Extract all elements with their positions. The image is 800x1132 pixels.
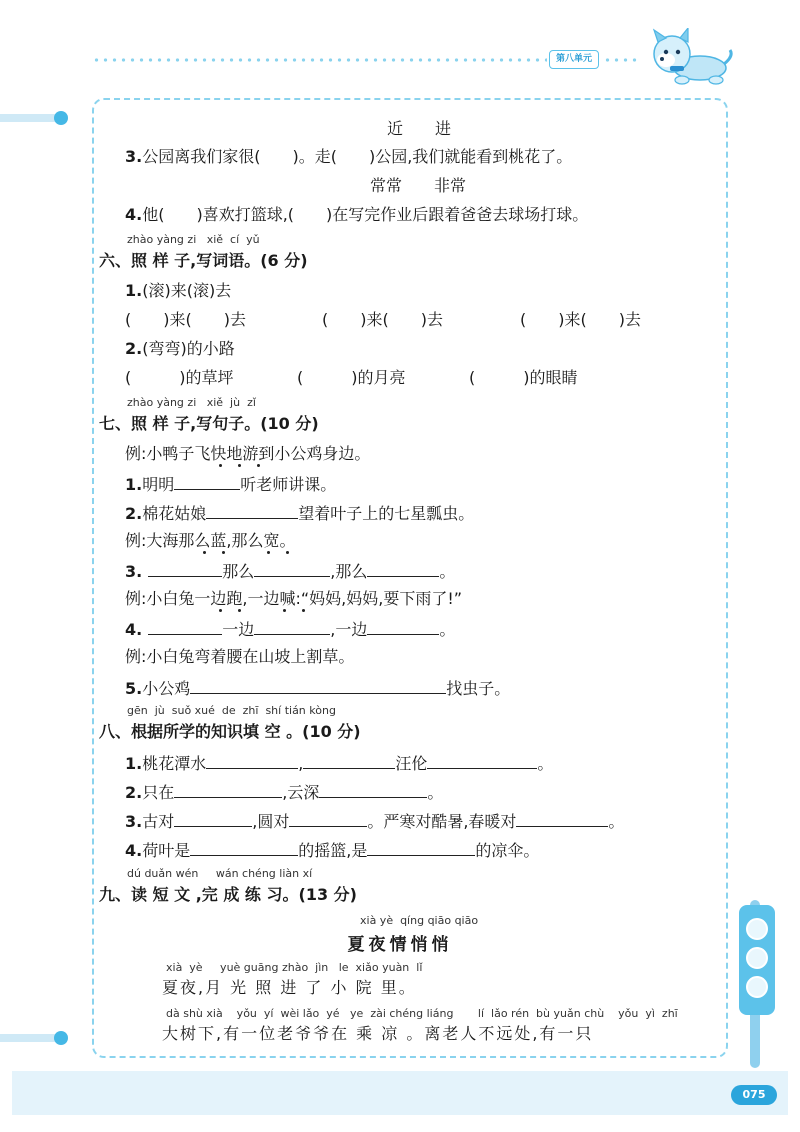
q-text: 古对 xyxy=(142,812,175,831)
q-text: (弯弯)的小路 xyxy=(142,339,235,358)
answer-blank[interactable] xyxy=(254,617,330,635)
word-choice-b: 常常 非常 xyxy=(370,176,467,195)
answer-blank[interactable] xyxy=(190,838,298,856)
q-text: 。 xyxy=(439,620,456,639)
answer-blank[interactable] xyxy=(303,751,395,769)
passage-line-2: 大树下,有一位老爷爷在 乘 凉 。离老人不远处,有一只 xyxy=(162,1024,594,1043)
s7-example-4: 例:小白兔弯着腰在山坡上割草。 xyxy=(125,647,355,666)
story-title: 夏夜情悄悄 xyxy=(347,935,453,955)
bone-knob-bottom xyxy=(54,1031,68,1045)
answer-blank[interactable] xyxy=(174,780,282,798)
answer-blank[interactable] xyxy=(206,501,298,519)
q-text: 。 xyxy=(427,783,444,802)
question-5-3 xyxy=(125,146,572,168)
header-dots-right xyxy=(603,58,638,62)
q-text: 那么 xyxy=(222,562,255,581)
answer-blank[interactable] xyxy=(367,838,475,856)
q-text: ,云深 xyxy=(282,783,320,802)
q-number: 5. xyxy=(125,679,143,698)
q-number: 2. xyxy=(125,339,143,358)
q-text: 荷叶是 xyxy=(142,841,191,860)
q-text: ,圆对 xyxy=(252,812,290,831)
q-text: 明明 xyxy=(142,475,175,494)
answer-blank[interactable] xyxy=(174,809,252,827)
puppy-mascot-icon xyxy=(646,28,734,88)
emphasis-dot xyxy=(267,551,270,554)
story-title-pinyin: xià yè qíng qiāo qiāo xyxy=(360,914,479,927)
section-9-title: 九、读 短 文 ,完 成 练 习。(13 分) xyxy=(99,885,357,904)
section-9-pinyin: dú duǎn wén wán chéng liàn xí xyxy=(127,867,313,880)
answer-blank[interactable] xyxy=(148,559,222,577)
q-number: 3. xyxy=(125,812,143,831)
q-text: 的凉伞。 xyxy=(475,841,540,860)
emphasis-dot xyxy=(222,551,225,554)
emphasis-dot xyxy=(219,609,222,612)
q-text: 一边 xyxy=(222,620,255,639)
q-number: 2. xyxy=(125,504,143,523)
emphasis-dot xyxy=(238,464,241,467)
s8-question-4 xyxy=(125,838,539,862)
q-text: 他( )喜欢打篮球,( )在写完作业后跟着爸爸去球场打球。 xyxy=(142,205,589,224)
q-text: 桃花潭水 xyxy=(142,754,207,773)
q-text: 听老师讲课。 xyxy=(240,475,337,494)
unit-badge: 第八单元 xyxy=(549,50,599,69)
s7-example-1: 例:小鸭子飞快地游到小公鸡身边。 xyxy=(125,444,371,463)
q-text: 找虫子。 xyxy=(446,679,511,698)
emphasis-dot xyxy=(283,609,286,612)
s6-row-2b: ( )的月亮 xyxy=(297,368,406,387)
answer-blank[interactable] xyxy=(289,809,367,827)
section-6-title: 六、照 样 子,写词语。(6 分) xyxy=(99,251,308,270)
q-text: 。 xyxy=(608,812,625,831)
answer-blank[interactable] xyxy=(254,559,330,577)
footer-band xyxy=(12,1071,788,1115)
q-number: 4. xyxy=(125,841,143,860)
q-number: 1. xyxy=(125,754,143,773)
page-number: 075 xyxy=(731,1085,777,1105)
q-number: 4. xyxy=(125,205,143,224)
answer-blank[interactable] xyxy=(174,472,240,490)
answer-blank[interactable] xyxy=(367,617,439,635)
answer-blank[interactable] xyxy=(148,617,222,635)
q-text: , xyxy=(298,754,304,773)
section-7-title: 七、照 样 子,写句子。(10 分) xyxy=(99,414,319,433)
section-8-pinyin: gēn jù suǒ xué de zhī shí tián kòng xyxy=(127,704,336,717)
q-number: 3. xyxy=(125,147,143,166)
q-text: 汪伦 xyxy=(395,754,428,773)
s7-example-3: 例:小白兔一边跑,一边喊:“妈妈,妈妈,要下雨了!” xyxy=(125,589,463,608)
q-text: 的摇篮,是 xyxy=(298,841,368,860)
q-number: 1. xyxy=(125,281,143,300)
section-7-pinyin: zhào yàng zi xiě jù zǐ xyxy=(127,396,256,409)
s6-row-1a: ( )来( )去 xyxy=(125,310,246,329)
emphasis-dot xyxy=(203,551,206,554)
s8-question-2 xyxy=(125,780,443,804)
bone-knob-top xyxy=(54,111,68,125)
answer-blank[interactable] xyxy=(319,780,427,798)
header-dots xyxy=(92,58,547,62)
q-text: 公园离我们家很( )。走( )公园,我们就能看到桃花了。 xyxy=(142,147,573,166)
section-6-pinyin: zhào yàng zi xiě cí yǔ xyxy=(127,233,260,246)
emphasis-dot xyxy=(238,609,241,612)
q-text: 只在 xyxy=(142,783,175,802)
passage-line-1: 夏夜,月 光 照 进 了 小 院 里。 xyxy=(162,978,417,997)
s7-question-2 xyxy=(125,501,474,525)
s6-item-1 xyxy=(125,280,231,302)
s8-question-3 xyxy=(125,809,624,833)
s7-question-5 xyxy=(125,676,510,700)
left-bar-top xyxy=(0,114,58,122)
side-light-3 xyxy=(746,976,768,998)
q-text: 。 xyxy=(537,754,554,773)
passage-line-1-pinyin: xià yè yuè guāng zhào jìn le xiǎo yuàn lǐ xyxy=(166,961,423,974)
q-number: 1. xyxy=(125,475,143,494)
s8-question-1 xyxy=(125,751,553,775)
s6-row-1c: ( )来( )去 xyxy=(520,310,641,329)
q-number: 4. xyxy=(125,620,143,639)
s7-question-4 xyxy=(125,617,455,641)
emphasis-dot xyxy=(286,551,289,554)
s6-item-2 xyxy=(125,338,235,360)
q-text: ,那么 xyxy=(330,562,368,581)
s6-row-1b: ( )来( )去 xyxy=(322,310,443,329)
s6-row-2c: ( )的眼睛 xyxy=(469,368,578,387)
emphasis-dot xyxy=(302,609,305,612)
q-number: 2. xyxy=(125,783,143,802)
answer-blank[interactable] xyxy=(190,676,446,694)
q-text: 望着叶子上的七星瓢虫。 xyxy=(298,504,475,523)
s7-example-2: 例:大海那么蓝,那么宽。 xyxy=(125,531,296,550)
q-text: 棉花姑娘 xyxy=(142,504,207,523)
s7-question-3 xyxy=(125,559,455,583)
passage-line-2-pinyin: dà shù xià yǒu yí wèi lǎo yé ye zài chéng liáng lí lǎo rén bù yuǎn chù yǒu yì zhī xyxy=(166,1007,678,1020)
q-text: ,一边 xyxy=(330,620,368,639)
emphasis-dot xyxy=(219,464,222,467)
q-text: 。严寒对酷暑,春暖对 xyxy=(367,812,517,831)
section-8-title: 八、根据所学的知识填 空 。(10 分) xyxy=(99,722,361,741)
s7-question-1 xyxy=(125,472,336,496)
answer-blank[interactable] xyxy=(427,751,537,769)
q-number: 3. xyxy=(125,562,143,581)
left-bar-bottom xyxy=(0,1034,58,1042)
q-text: 小公鸡 xyxy=(142,679,191,698)
s6-row-2a: ( )的草坪 xyxy=(125,368,234,387)
q-text: (滚)来(滚)去 xyxy=(142,281,232,300)
answer-blank[interactable] xyxy=(367,559,439,577)
question-5-4 xyxy=(125,204,588,226)
answer-blank[interactable] xyxy=(206,751,298,769)
word-choice-a: 近 进 xyxy=(387,119,452,138)
answer-blank[interactable] xyxy=(516,809,608,827)
emphasis-dot xyxy=(257,464,260,467)
q-text: 。 xyxy=(439,562,456,581)
